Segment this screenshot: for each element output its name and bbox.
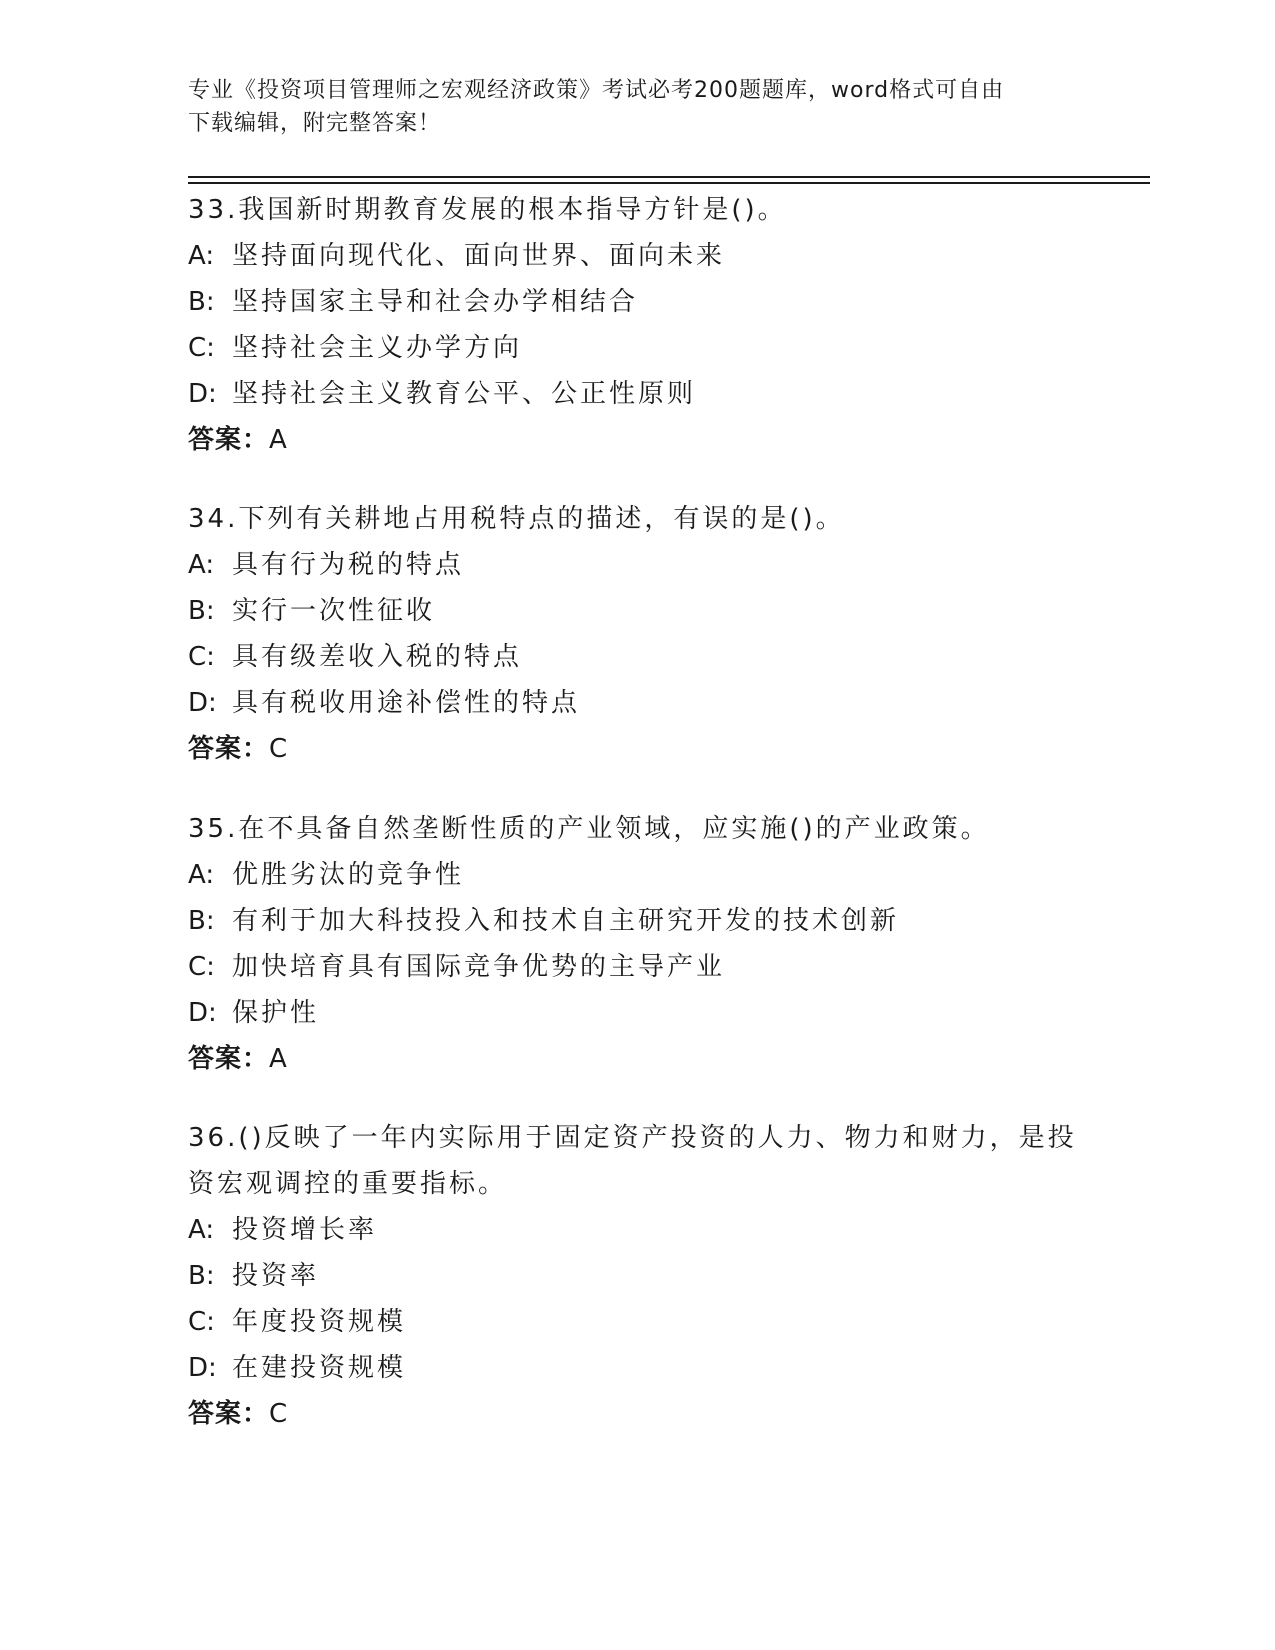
answer-label: 答案：	[188, 425, 270, 455]
option-text: 坚持国家主导和社会办学相结合	[232, 287, 639, 317]
option-b	[188, 898, 1088, 944]
answer	[188, 417, 1088, 463]
option-key: D:	[188, 1353, 217, 1383]
option-key: A:	[188, 550, 215, 580]
answer-value: A	[269, 425, 288, 455]
option-c	[188, 944, 1088, 990]
option-text: 坚持面向现代化、面向世界、面向未来	[232, 241, 726, 271]
option-text: 投资增长率	[232, 1215, 378, 1245]
document-header	[188, 74, 1088, 140]
option-key: B:	[188, 1261, 215, 1291]
option-text: 加快培育具有国际竞争优势的主导产业	[232, 952, 726, 982]
option-key: D:	[188, 998, 217, 1028]
option-key: A:	[188, 241, 215, 271]
question-34	[188, 496, 1088, 772]
header-divider-top	[188, 176, 1150, 178]
answer-label: 答案：	[188, 734, 270, 764]
question-35	[188, 806, 1088, 1082]
option-text: 有利于加大科技投入和技术自主研究开发的技术创新	[232, 906, 900, 936]
option-text: 具有行为税的特点	[232, 550, 465, 580]
option-key: C:	[188, 642, 215, 672]
option-d	[188, 371, 1088, 417]
option-key: B:	[188, 596, 215, 626]
option-text: 具有税收用途补偿性的特点	[232, 688, 581, 718]
header-line-1: 专业《投资项目管理师之宏观经济政策》考试必考200题题库，word格式可自由	[188, 78, 1005, 103]
option-key: D:	[188, 379, 217, 409]
option-text: 坚持社会主义教育公平、公正性原则	[232, 379, 697, 409]
option-c	[188, 325, 1088, 371]
option-d	[188, 990, 1088, 1036]
option-c	[188, 634, 1088, 680]
option-key: D:	[188, 688, 217, 718]
option-b	[188, 588, 1088, 634]
answer	[188, 1036, 1088, 1082]
question-stem: 35.在不具备自然垄断性质的产业领域，应实施()的产业政策。	[188, 814, 990, 844]
option-text: 坚持社会主义办学方向	[232, 333, 523, 363]
option-c	[188, 1299, 1088, 1345]
answer-label: 答案：	[188, 1399, 270, 1429]
option-a	[188, 542, 1088, 588]
option-text: 实行一次性征收	[232, 596, 436, 626]
answer-value: C	[269, 1399, 289, 1429]
option-key: B:	[188, 287, 215, 317]
option-key: B:	[188, 906, 215, 936]
question-36	[188, 1115, 1088, 1437]
question-stem: 34.下列有关耕地占用税特点的描述，有误的是()。	[188, 504, 845, 534]
option-d	[188, 1345, 1088, 1391]
option-b	[188, 1253, 1088, 1299]
option-a	[188, 233, 1088, 279]
option-key: C:	[188, 333, 215, 363]
answer-value: C	[269, 734, 289, 764]
option-key: A:	[188, 860, 215, 890]
question-stem: 36.()反映了一年内实际用于固定资产投资的人力、物力和财力，是投	[188, 1123, 1077, 1153]
option-key: A:	[188, 1215, 215, 1245]
option-b	[188, 279, 1088, 325]
answer-label: 答案：	[188, 1044, 270, 1074]
answer-value: A	[269, 1044, 288, 1074]
option-key: C:	[188, 1307, 215, 1337]
option-d	[188, 680, 1088, 726]
answer	[188, 726, 1088, 772]
header-divider-bottom	[188, 182, 1150, 184]
answer	[188, 1391, 1088, 1437]
question-33	[188, 187, 1088, 463]
option-text: 具有级差收入税的特点	[232, 642, 523, 672]
option-text: 年度投资规模	[232, 1307, 407, 1337]
option-key: C:	[188, 952, 215, 982]
option-text: 保护性	[232, 998, 320, 1028]
option-text: 投资率	[232, 1261, 320, 1291]
header-line-2: 下载编辑，附完整答案！	[188, 111, 442, 136]
question-stem-continued: 资宏观调控的重要指标。	[188, 1169, 508, 1199]
option-text: 在建投资规模	[232, 1353, 407, 1383]
option-a	[188, 852, 1088, 898]
question-stem: 33.我国新时期教育发展的根本指导方针是()。	[188, 195, 787, 225]
option-text: 优胜劣汰的竞争性	[232, 860, 465, 890]
option-a	[188, 1207, 1088, 1253]
